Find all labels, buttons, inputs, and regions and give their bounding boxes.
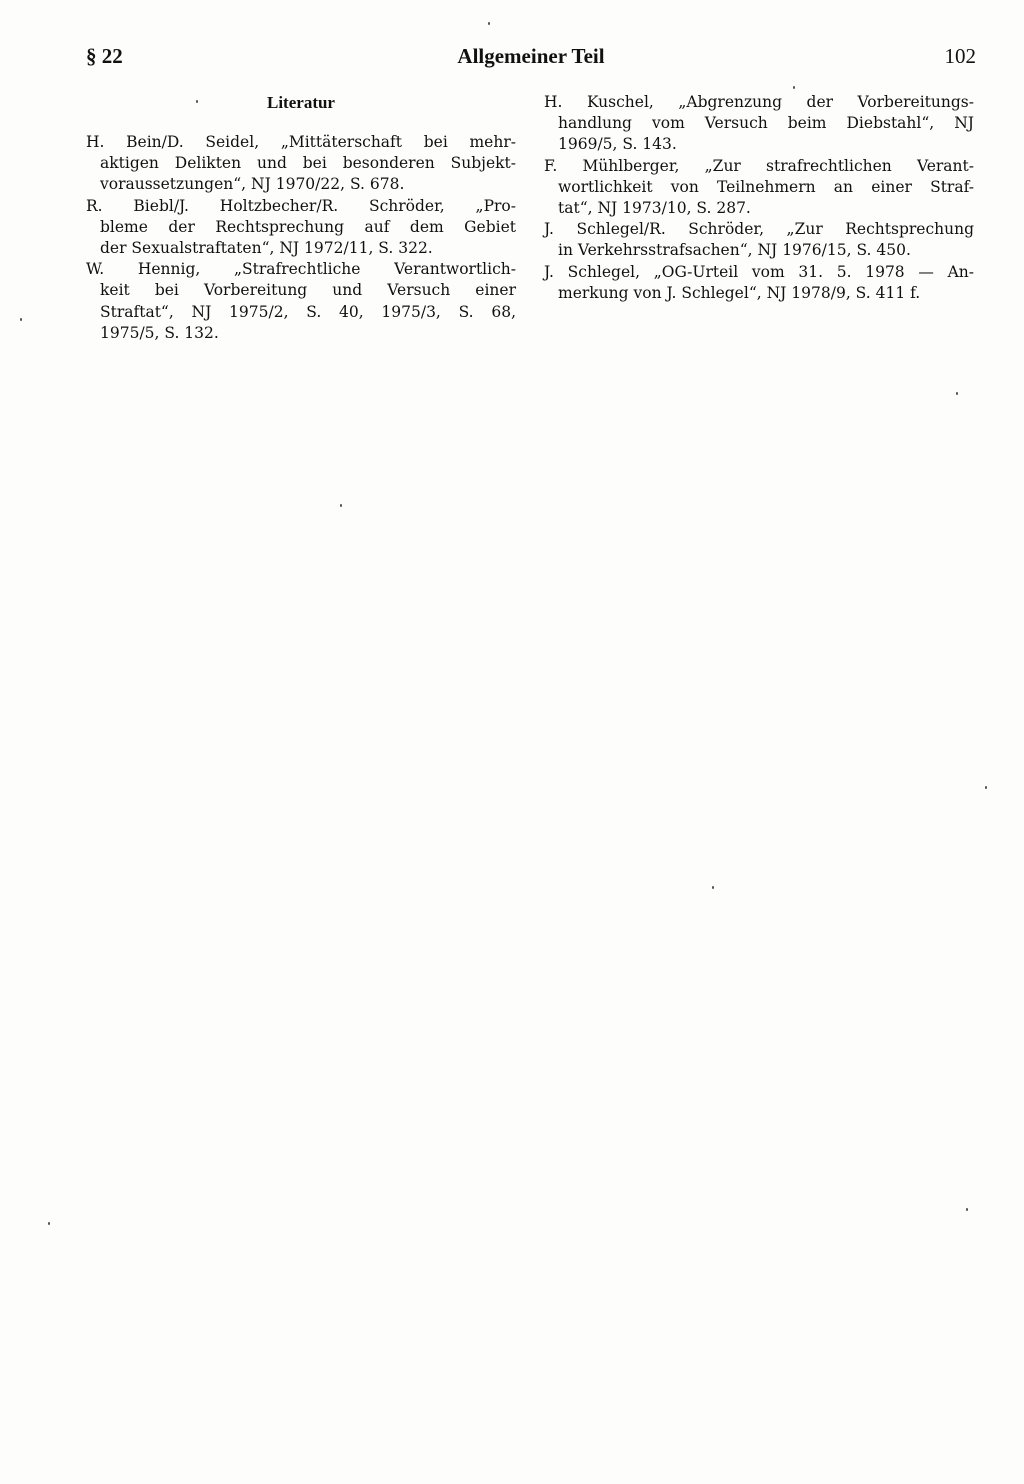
literature-list-left bbox=[86, 132, 516, 344]
literature-entry-line: merkung von J. Schlegel“, NJ 1978/9, S. 411 f. bbox=[558, 283, 921, 302]
literature-column-left bbox=[86, 92, 516, 344]
scan-speck bbox=[712, 886, 714, 889]
literature-entry-line: bleme der Rechtsprechung auf dem Gebiet bbox=[100, 217, 516, 236]
literature-entry bbox=[544, 262, 974, 304]
literature-column-right bbox=[544, 92, 974, 304]
literature-entry-line: 1969/5, S. 143. bbox=[558, 135, 677, 154]
literature-entry-line: H. Bein/D. Seidel, „Mittäterschaft bei mehr- bbox=[86, 133, 516, 151]
literature-entry-line: J. Schlegel/R. Schröder, „Zur Rechtsprechung bbox=[544, 220, 974, 239]
literature-entry-line: aktigen Delikten und bei besonderen Subjekt- bbox=[100, 154, 516, 173]
literature-entry bbox=[544, 219, 974, 261]
literature-heading: Literatur bbox=[267, 93, 335, 112]
literature-entry bbox=[544, 92, 974, 156]
literature-entry-line: tat“, NJ 1973/10, S. 287. bbox=[558, 199, 751, 218]
literature-entry-line: J. Schlegel, „OG-Urteil vom 31. 5. 1978 — An- bbox=[544, 262, 974, 281]
section-number: § 22 bbox=[86, 44, 123, 68]
literature-entry-line: in Verkehrsstrafsachen“, NJ 1976/15, S. 450. bbox=[558, 241, 911, 260]
scan-speck bbox=[340, 504, 342, 507]
scan-speck bbox=[793, 86, 795, 89]
literature-entry bbox=[544, 156, 974, 220]
scan-speck bbox=[956, 392, 958, 395]
scan-speck bbox=[488, 22, 490, 25]
literature-entry-line: handlung vom Versuch beim Diebstahl“, NJ bbox=[558, 114, 974, 133]
literature-list-right bbox=[544, 92, 974, 304]
literature-entry bbox=[86, 196, 516, 260]
literature-entry-line: wortlichkeit von Teilnehmern an einer Straf- bbox=[558, 177, 974, 196]
page-number: 102 bbox=[944, 44, 976, 68]
literature-entry-line: F. Mühlberger, „Zur strafrechtlichen Verant- bbox=[544, 156, 974, 175]
literature-entry-line: W. Hennig, „Strafrechtliche Verantwortlich- bbox=[86, 260, 516, 279]
scan-speck bbox=[196, 100, 198, 103]
scan-speck bbox=[20, 318, 22, 321]
literature-entry-line: Straftat“, NJ 1975/2, S. 40, 1975/3, S. 68, bbox=[100, 302, 516, 321]
literature-entry bbox=[86, 132, 516, 196]
scan-speck bbox=[985, 786, 987, 789]
literature-entry bbox=[86, 259, 516, 344]
literature-entry-line: 1975/5, S. 132. bbox=[100, 323, 219, 342]
page-title: Allgemeiner Teil bbox=[457, 44, 605, 68]
literature-entry-line: voraussetzungen“, NJ 1970/22, S. 678. bbox=[100, 175, 405, 194]
literature-entry-line: der Sexualstraftaten“, NJ 1972/11, S. 322. bbox=[100, 239, 433, 258]
literature-entry-line: H. Kuschel, „Abgrenzung der Vorbereitungs- bbox=[544, 93, 974, 111]
scan-speck bbox=[48, 1222, 50, 1225]
page-header bbox=[86, 44, 976, 74]
literature-entry-line: R. Biebl/J. Holtzbecher/R. Schröder, „Pro- bbox=[86, 196, 516, 215]
scan-speck bbox=[966, 1208, 968, 1211]
literature-entry-line: keit bei Vorbereitung und Versuch einer bbox=[100, 281, 516, 300]
